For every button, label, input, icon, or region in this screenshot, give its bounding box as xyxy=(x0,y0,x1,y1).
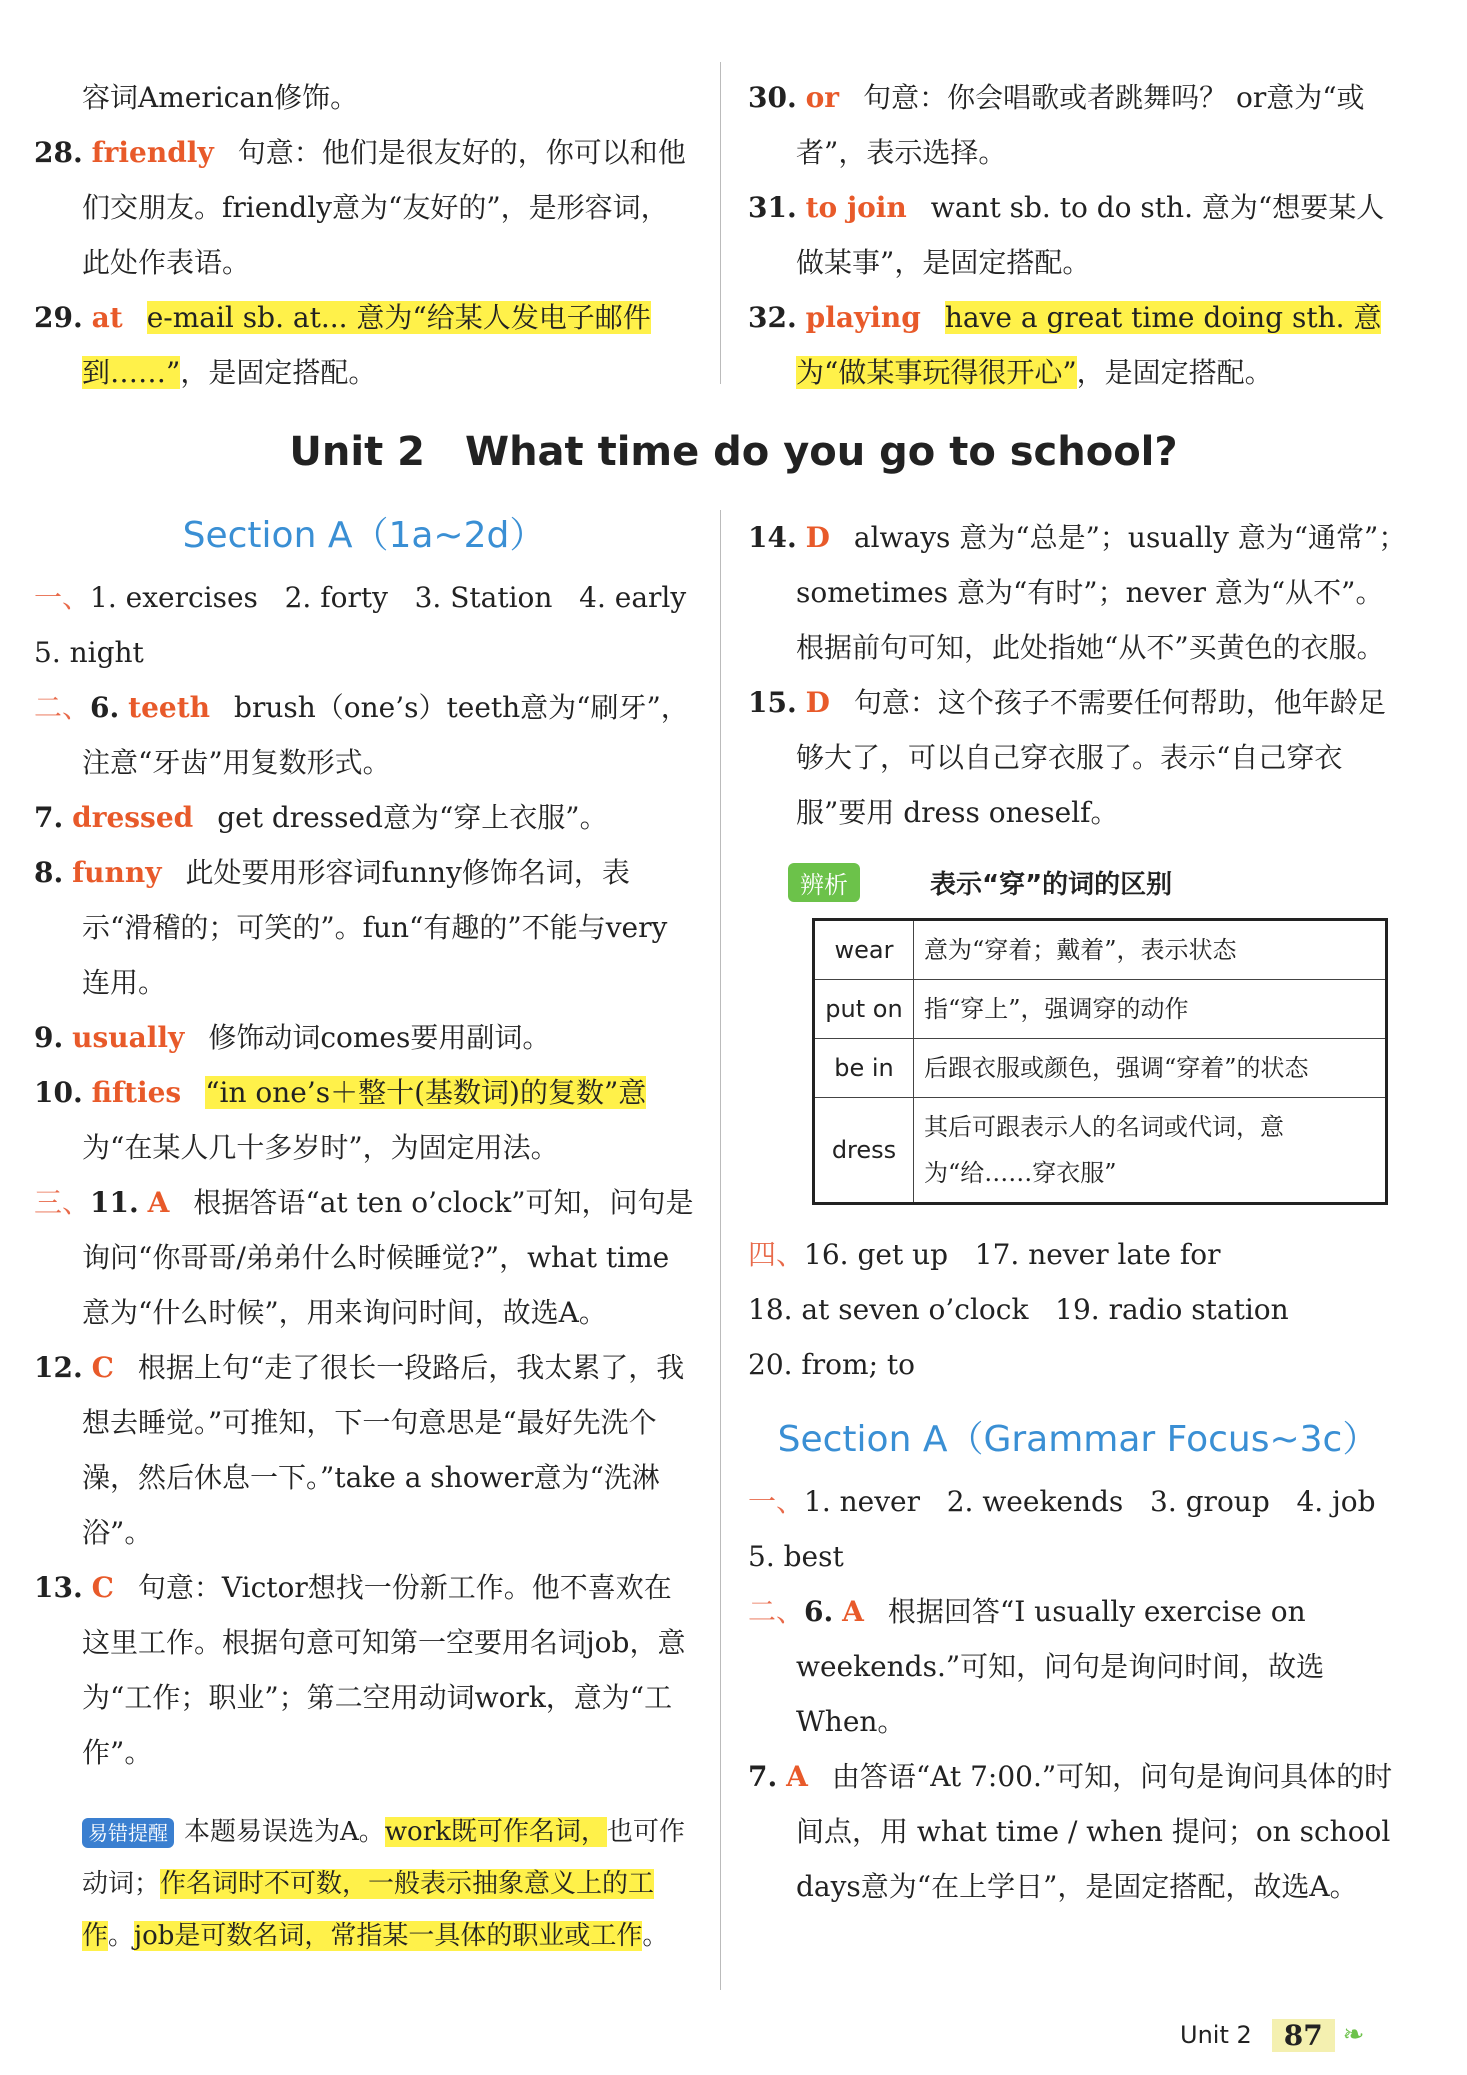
highlighted-text: have a great time doing sth. 意为“做某事玩得很开心” xyxy=(796,301,1382,389)
part1-answers-2 xyxy=(748,1474,1408,1584)
answer-word: A xyxy=(147,1186,170,1219)
part-label: 一、 xyxy=(748,1485,805,1518)
answer-word: C xyxy=(91,1571,114,1604)
answer-word: D xyxy=(805,521,830,554)
answer-word: C xyxy=(91,1351,114,1384)
part-label: 三、 xyxy=(34,1186,91,1219)
analysis-title: 表示“穿”的词的区别 xyxy=(930,869,1173,900)
short-answer: 1. exercises xyxy=(90,581,258,614)
q-number: 30. xyxy=(748,81,797,114)
tip-text: 本题易误选为A。 xyxy=(184,1817,385,1847)
short-answer: 3. group xyxy=(1150,1485,1270,1518)
answer-10 xyxy=(34,1065,694,1175)
explanation: 由答语“At 7:00.”可知，问句是询问具体的时间点，用 what time / when 提问；on school days意为“在上学日”，是固定搭配，故选A。 xyxy=(796,1760,1393,1903)
answer-13 xyxy=(34,1560,694,1780)
table-cell-desc: 意为“穿着；戴着”，表示状态 xyxy=(914,920,1387,980)
answer-32 xyxy=(748,290,1408,400)
explanation: want sb. to do sth. 意为“想要某人做某事”，是固定搭配。 xyxy=(796,191,1385,279)
unit-title: Unit 2 What time do you go to school? xyxy=(289,429,1178,475)
explanation: 根据答语“at ten o’clock”可知，问句是询问“你哥哥/弟弟什么时候睡觉?”，what time意为“什么时候”，用来询问时间，故选A。 xyxy=(82,1186,694,1329)
table-cell-word: wear xyxy=(814,920,914,980)
q-number: 11. xyxy=(90,1186,139,1219)
table-cell-desc: 指“穿上”，强调穿的动作 xyxy=(914,980,1387,1039)
explanation: 句意：你会唱歌或者跳舞吗？ or意为“或者”，表示选择。 xyxy=(796,81,1365,169)
comparison-table xyxy=(812,918,1388,1205)
short-answer: 2. weekends xyxy=(946,1485,1124,1518)
q-number: 10. xyxy=(34,1076,83,1109)
analysis-header xyxy=(788,860,1408,904)
section-title-2: Section A（Grammar Focus~3c） xyxy=(777,1419,1379,1460)
answer-word: usually xyxy=(72,1021,185,1054)
short-answer: 16. get up xyxy=(804,1238,949,1271)
answer-word: to join xyxy=(805,191,907,224)
answer-9 xyxy=(34,1010,694,1065)
analysis-badge: 辨析 xyxy=(788,863,860,902)
answer-word: D xyxy=(805,686,830,719)
tip-text: 。 xyxy=(642,1921,669,1951)
explanation: brush（one’s）teeth意为“刷牙”，注意“牙齿”用复数形式。 xyxy=(82,691,689,779)
answer-7 xyxy=(34,790,694,845)
table-row xyxy=(814,980,1387,1039)
answer-word: or xyxy=(805,81,840,114)
top-left-column xyxy=(34,70,694,400)
table-row xyxy=(814,1098,1387,1204)
page-number: 87 xyxy=(1272,2019,1335,2052)
answer-word: friendly xyxy=(91,136,214,169)
explanation: 句意：Victor想找一份新工作。他不喜欢在这里工作。根据句意可知第一空要用名词job，意为“工作；职业”；第二空用动词work，意为“工作”。 xyxy=(82,1571,686,1769)
q-number: 31. xyxy=(748,191,797,224)
answer-a2-6 xyxy=(748,1584,1408,1749)
short-answer: 4. job xyxy=(1296,1485,1376,1518)
right-column xyxy=(748,510,1408,1914)
section-title: Section A（1a~2d） xyxy=(182,515,546,556)
explanation: 句意：这个孩子不需要任何帮助，他年龄足够大了，可以自己穿衣服了。表示“自己穿衣服”要用 dress oneself。 xyxy=(796,686,1386,829)
top-right-column xyxy=(748,70,1408,400)
explanation: 根据上句“走了很长一段路后，我太累了，我想去睡觉。”可推知，下一句意思是“最好先洗个澡，然后休息一下。”take a shower意为“洗淋浴”。 xyxy=(82,1351,685,1549)
table-cell-word: be in xyxy=(814,1039,914,1098)
short-answer: 17. never late for xyxy=(974,1238,1221,1271)
answer-word: dressed xyxy=(72,801,194,834)
tip-highlight: job是可数名词，常指某一具体的职业或工作 xyxy=(134,1921,643,1951)
explanation: get dressed意为“穿上衣服”。 xyxy=(217,801,608,834)
q-number: 6. xyxy=(90,691,120,724)
part-label: 二、 xyxy=(34,691,91,724)
table-cell-desc: 其后可跟表示人的名词或代词，意为“给……穿衣服” xyxy=(914,1098,1387,1204)
short-answer: 19. radio station xyxy=(1055,1293,1289,1326)
table-cell-word: put on xyxy=(814,980,914,1039)
answer-14 xyxy=(748,510,1408,675)
short-answer: 4. early xyxy=(579,581,687,614)
answer-31 xyxy=(748,180,1408,290)
answer-word: funny xyxy=(72,856,162,889)
q-number: 13. xyxy=(34,1571,83,1604)
answer-word: teeth xyxy=(128,691,211,724)
q-number: 7. xyxy=(748,1760,778,1793)
part-label: 一、 xyxy=(34,581,91,614)
q-number: 8. xyxy=(34,856,64,889)
explanation: 修饰动词comes要用副词。 xyxy=(208,1021,551,1054)
short-answer: 5. night xyxy=(34,636,144,669)
answer-6 xyxy=(34,680,694,790)
answer-12 xyxy=(34,1340,694,1560)
left-column xyxy=(34,510,694,1988)
continued-line: 容词American修饰。 xyxy=(82,81,359,114)
q-number: 9. xyxy=(34,1021,64,1054)
answer-a2-7 xyxy=(748,1749,1408,1914)
tip-text: 。 xyxy=(108,1921,135,1951)
table-row xyxy=(814,1039,1387,1098)
answer-word: playing xyxy=(805,301,921,334)
q-number: 14. xyxy=(748,521,797,554)
answer-28 xyxy=(34,125,694,290)
explanation: 为“在某人几十多岁时”，为固定用法。 xyxy=(82,1131,559,1164)
highlighted-text: e-mail sb. at... 意为“给某人发电子邮件到……” xyxy=(82,301,651,389)
leaf-icon: ❧ xyxy=(1342,2020,1365,2050)
main-column-divider xyxy=(720,510,721,1990)
answer-11 xyxy=(34,1175,694,1340)
explanation: ，是固定搭配。 xyxy=(1076,356,1273,389)
short-answer: 20. from; to xyxy=(748,1348,916,1381)
answer-word: at xyxy=(91,301,123,334)
top-column-divider xyxy=(720,62,721,384)
highlighted-text: “in one’s＋整十(基数词)的复数”意 xyxy=(205,1076,647,1109)
part4-answers xyxy=(748,1227,1408,1392)
tip-highlight: 作名词时不可数，一般表示抽象意义上的工作 xyxy=(82,1869,655,1951)
short-answer: 18. at seven o’clock xyxy=(748,1293,1029,1326)
explanation: 句意：他们是很友好的，你可以和他们交朋友。friendly意为“友好的”，是形容词，此处作表语。 xyxy=(82,136,686,279)
table-cell-word: dress xyxy=(814,1098,914,1204)
q-number: 29. xyxy=(34,301,83,334)
q-number: 7. xyxy=(34,801,64,834)
part1-answers xyxy=(34,570,694,680)
q-number: 12. xyxy=(34,1351,83,1384)
table-row xyxy=(814,920,1387,980)
q-number: 6. xyxy=(804,1595,834,1628)
tip-highlight: work既可作名词， xyxy=(384,1817,607,1847)
tip-text: 也可作动词； xyxy=(82,1817,685,1899)
short-answer: 3. Station xyxy=(414,581,553,614)
q-number: 32. xyxy=(748,301,797,334)
answer-15 xyxy=(748,675,1408,840)
answer-word: fifties xyxy=(91,1076,182,1109)
explanation: always 意为“总是”；usually 意为“通常”；sometimes 意为“有时”；never 意为“从不”。根据前句可知，此处指她“从不”买黄色的衣服。 xyxy=(796,521,1407,664)
footer-unit: Unit 2 xyxy=(1180,2021,1252,2049)
page-footer xyxy=(1180,2015,1365,2055)
error-tip xyxy=(34,1806,694,1962)
explanation: ，是固定搭配。 xyxy=(180,356,377,389)
answer-word: A xyxy=(786,1760,808,1793)
answer-word: A xyxy=(842,1595,864,1628)
tip-badge: 易错提醒 xyxy=(82,1818,174,1848)
answer-29 xyxy=(34,290,694,400)
short-answer: 5. best xyxy=(748,1540,844,1573)
q-number: 15. xyxy=(748,686,797,719)
answer-30 xyxy=(748,70,1408,180)
explanation: 根据回答“I usually exercise on weekends.”可知，问句是询问时间，故选 When。 xyxy=(796,1595,1325,1738)
part-label: 四、 xyxy=(748,1238,805,1271)
part-label: 二、 xyxy=(748,1595,805,1628)
table-cell-desc: 后跟衣服或颜色，强调“穿着”的状态 xyxy=(914,1039,1387,1098)
answer-8 xyxy=(34,845,694,1010)
short-answer: 1. never xyxy=(804,1485,921,1518)
short-answer: 2. forty xyxy=(284,581,388,614)
explanation: 此处要用形容词funny修饰名词，表示“滑稽的；可笑的”。fun“有趣的”不能与very连用。 xyxy=(82,856,668,999)
q-number: 28. xyxy=(34,136,83,169)
